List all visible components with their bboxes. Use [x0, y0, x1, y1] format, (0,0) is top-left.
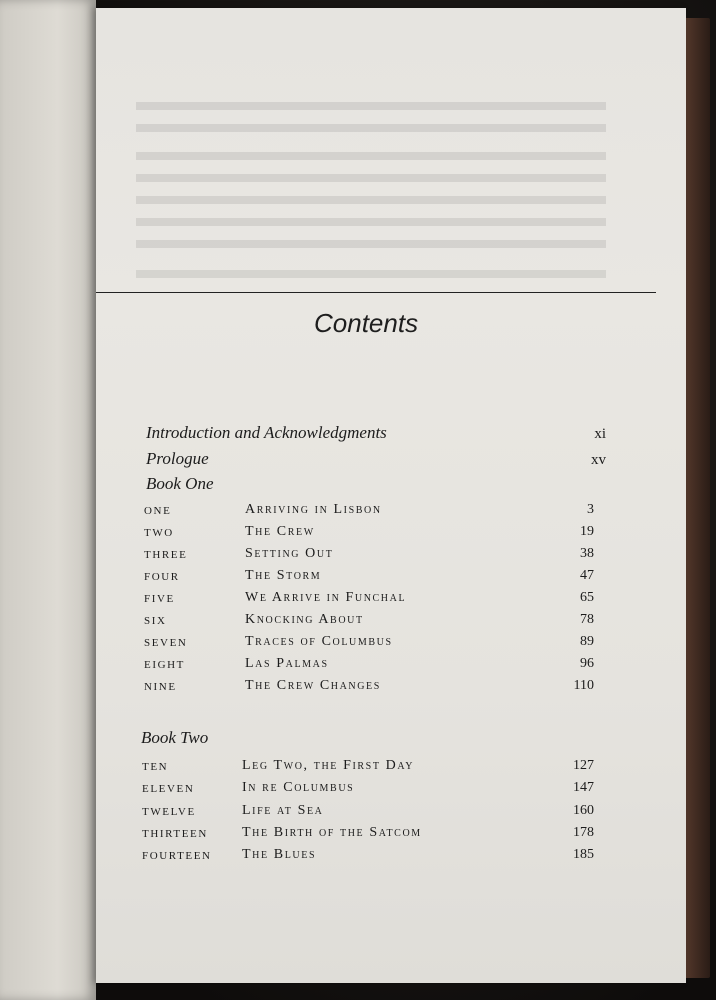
chapter-page: 19	[580, 524, 594, 539]
chapter-number: ELEVEN	[142, 783, 195, 795]
chapter-number: THIRTEEN	[142, 828, 208, 840]
toc-chapter-row	[96, 758, 656, 778]
toc-chapter-row	[96, 634, 656, 654]
chapter-title: We Arrive in Funchal	[245, 590, 407, 605]
chapter-title: Las Palmas	[245, 656, 329, 671]
chapter-page: 47	[580, 568, 594, 583]
toc-chapter-row	[96, 612, 656, 632]
toc-chapter-row	[96, 803, 656, 823]
toc-chapter-row	[96, 825, 656, 845]
chapter-title: The Birth of the Satcom	[242, 825, 422, 840]
toc-chapter-row	[96, 502, 656, 522]
toc-page-introduction: xi	[594, 426, 606, 442]
chapter-page: 178	[573, 825, 594, 840]
chapter-title: Life at Sea	[242, 803, 324, 818]
toc-chapter-row	[96, 678, 656, 698]
chapter-title: The Crew	[245, 524, 315, 539]
chapter-number: EIGHT	[144, 659, 185, 671]
left-page-edge	[0, 0, 96, 1000]
toc-chapter-row	[96, 524, 656, 544]
chapter-title: Setting Out	[245, 546, 334, 561]
chapter-number: TEN	[142, 761, 169, 773]
toc-chapter-row	[96, 847, 656, 867]
chapter-page: 147	[573, 780, 594, 795]
toc-chapter-row	[96, 780, 656, 800]
chapter-page: 3	[587, 502, 594, 517]
chapter-number: ONE	[144, 505, 172, 517]
chapter-title: Arriving in Lisbon	[245, 502, 382, 517]
chapter-number: SIX	[144, 615, 167, 627]
show-through-text	[96, 8, 686, 298]
chapter-page: 78	[580, 612, 594, 627]
chapter-page: 96	[580, 656, 594, 671]
chapter-number: NINE	[144, 681, 177, 693]
chapter-number: FIVE	[144, 593, 175, 605]
chapter-number: TWELVE	[142, 806, 196, 818]
chapter-title: Traces of Columbus	[245, 634, 393, 649]
toc-chapter-row	[96, 568, 656, 588]
chapter-number: FOURTEEN	[142, 850, 212, 862]
toc-entry-introduction: Introduction and Acknowledgments	[146, 423, 387, 442]
chapter-page: 127	[573, 758, 594, 773]
contents-page	[96, 8, 686, 983]
toc-chapter-row	[96, 656, 656, 676]
book-two-heading: Book Two	[141, 728, 209, 747]
chapter-number: TWO	[144, 527, 174, 539]
toc-entry-prologue: Prologue	[146, 449, 209, 468]
chapter-page: 185	[573, 847, 594, 862]
chapter-page: 89	[580, 634, 594, 649]
chapter-page: 38	[580, 546, 594, 561]
chapter-page: 65	[580, 590, 594, 605]
toc-chapter-row	[96, 590, 656, 610]
chapter-title: Leg Two, the First Day	[242, 758, 415, 773]
chapter-number: THREE	[144, 549, 188, 561]
chapter-title: The Crew Changes	[245, 678, 381, 693]
chapter-title: The Blues	[242, 847, 317, 862]
book-one-heading: Book One	[146, 474, 214, 493]
chapter-number: FOUR	[144, 571, 180, 583]
chapter-page: 110	[573, 678, 594, 693]
chapter-title: Knocking About	[245, 612, 364, 627]
toc-chapter-row	[96, 546, 656, 566]
chapter-number: SEVEN	[144, 637, 188, 649]
toc-page-prologue: xv	[591, 452, 606, 468]
chapter-title: The Storm	[245, 568, 322, 583]
chapter-title: In re Columbus	[242, 780, 355, 795]
chapter-page: 160	[573, 803, 594, 818]
page-title: Contents	[314, 308, 419, 338]
divider-rule	[96, 292, 656, 293]
